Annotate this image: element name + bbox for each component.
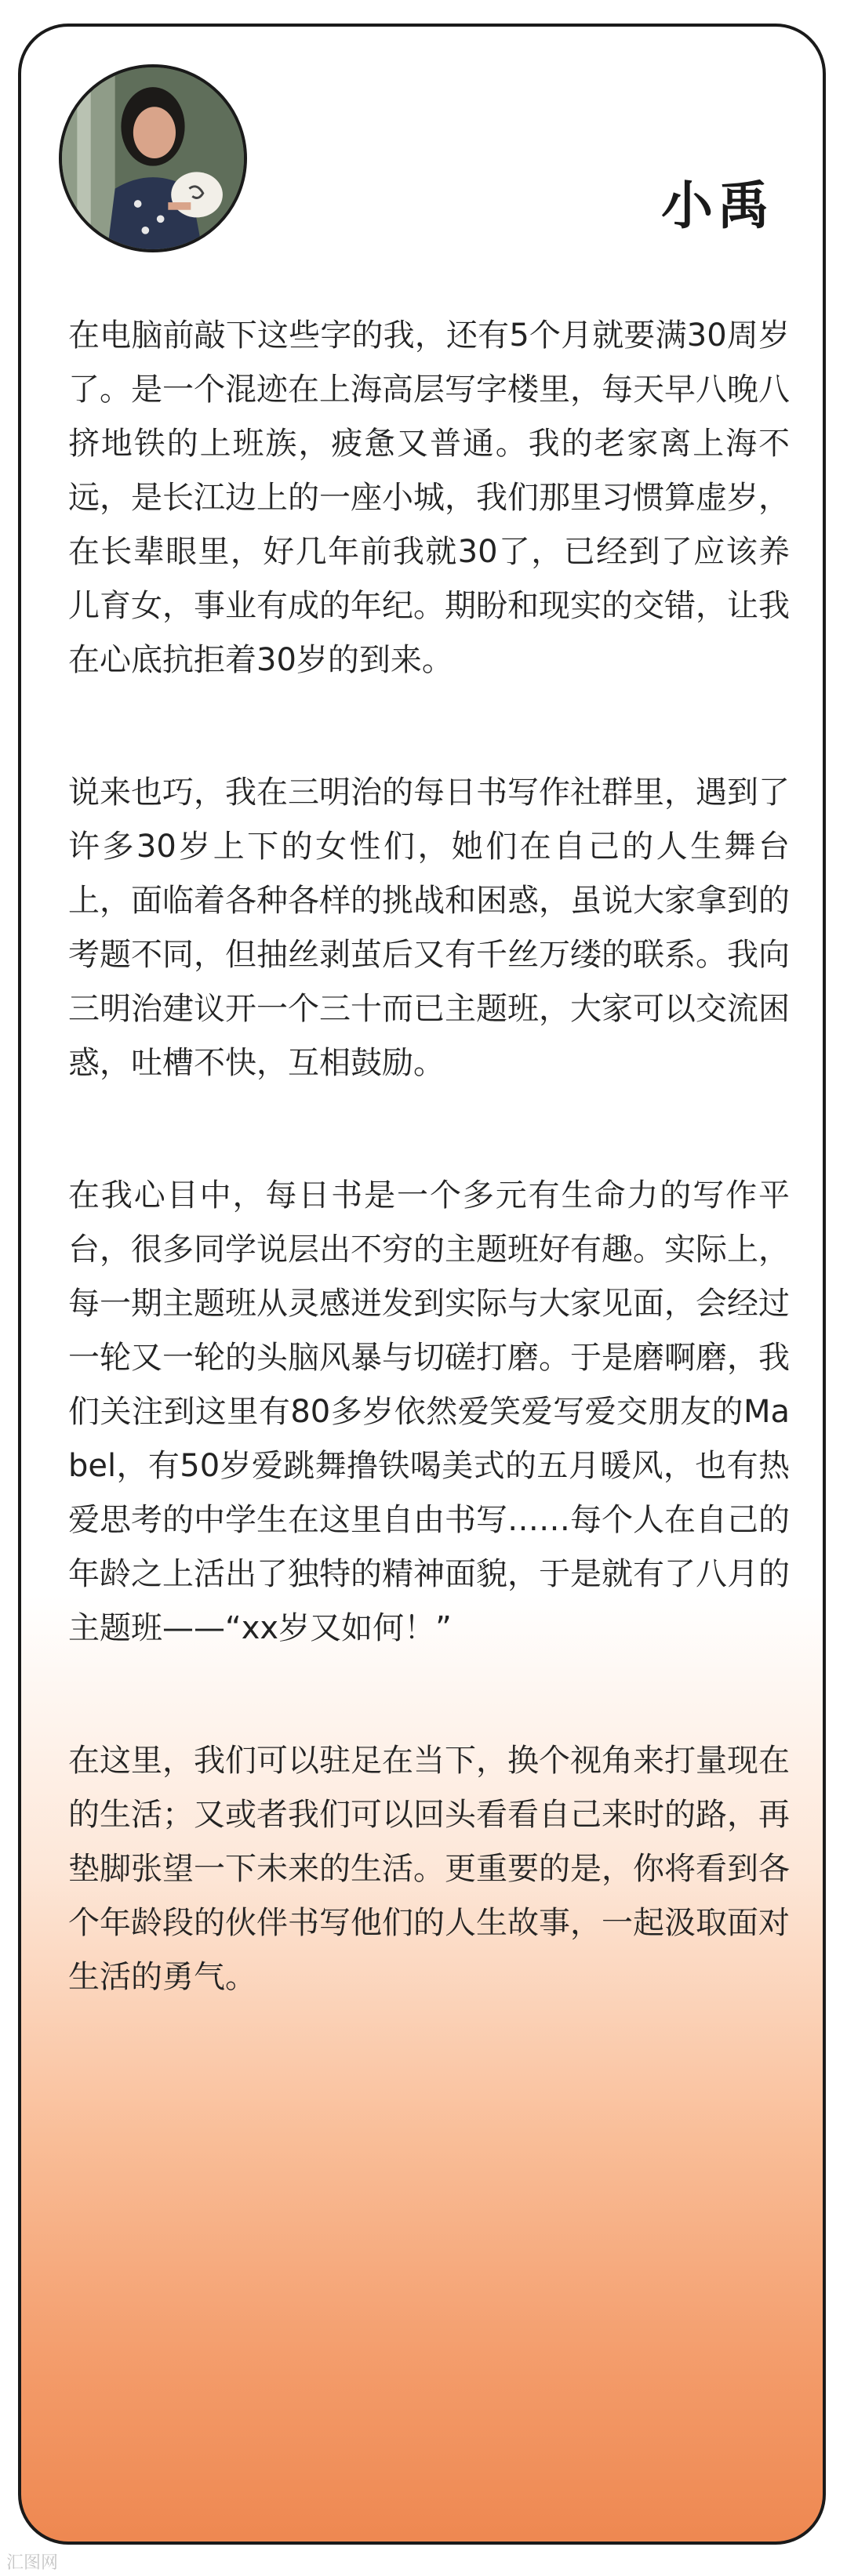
article-card	[18, 24, 826, 2545]
author-avatar	[59, 64, 247, 252]
article-paragraph-3: 在我心目中，每日书是一个多元有生命力的写作平台，很多同学说层出不穷的主题班好有趣。实际上，每一期主题班从灵感迸发到实际与大家见面，会经过一轮又一轮的头脑风暴与切磋打磨。于是磨啊磨，我们关注到这里有80多岁依然爱笑爱写爱交朋友的Mabel，有50岁爱跳舞撸铁喝美式的五月暖风，也有热爱思考的中学生在这里自由书写……每个人在自己的年龄之上活出了独特的精神面貌，于是就有了八月的主题班——“xx岁又如何！”	[68, 1177, 790, 1646]
article-paragraph-4: 在这里，我们可以驻足在当下，换个视角来打量现在的生活；又或者我们可以回头看看自己来时的路，再垫脚张望一下未来的生活。更重要的是，你将看到各个年龄段的伙伴书写他们的人生故事，一起汲取面对生活的勇气。	[68, 1743, 790, 1995]
article-body	[68, 309, 790, 2083]
article-paragraph-2: 说来也巧，我在三明治的每日书写作社群里，遇到了许多30岁上下的女性们，她们在自己的人生舞台上，面临着各种各样的挑战和困惑，虽说大家拿到的考题不同，但抽丝剥茧后又有千丝万缕的联系。我向三明治建议开一个三十而已主题班，大家可以交流困惑，吐槽不快，互相鼓励。	[68, 775, 790, 1081]
author-name: 小禹	[661, 176, 774, 236]
watermark: 汇图网	[6, 2553, 59, 2573]
article-paragraph-1: 在电脑前敲下这些字的我，还有5个月就要满30周岁了。是一个混迹在上海高层写字楼里，每天早八晚八挤地铁的上班族，疲惫又普通。我的老家离上海不远，是长江边上的一座小城，我们那里习惯算虚岁，在长辈眼里，好几年前我就30了，已经到了应该养儿育女，事业有成的年纪。期盼和现实的交错，让我在心底抗拒着30岁的到来。	[68, 317, 790, 678]
author-portrait-icon	[62, 67, 244, 249]
